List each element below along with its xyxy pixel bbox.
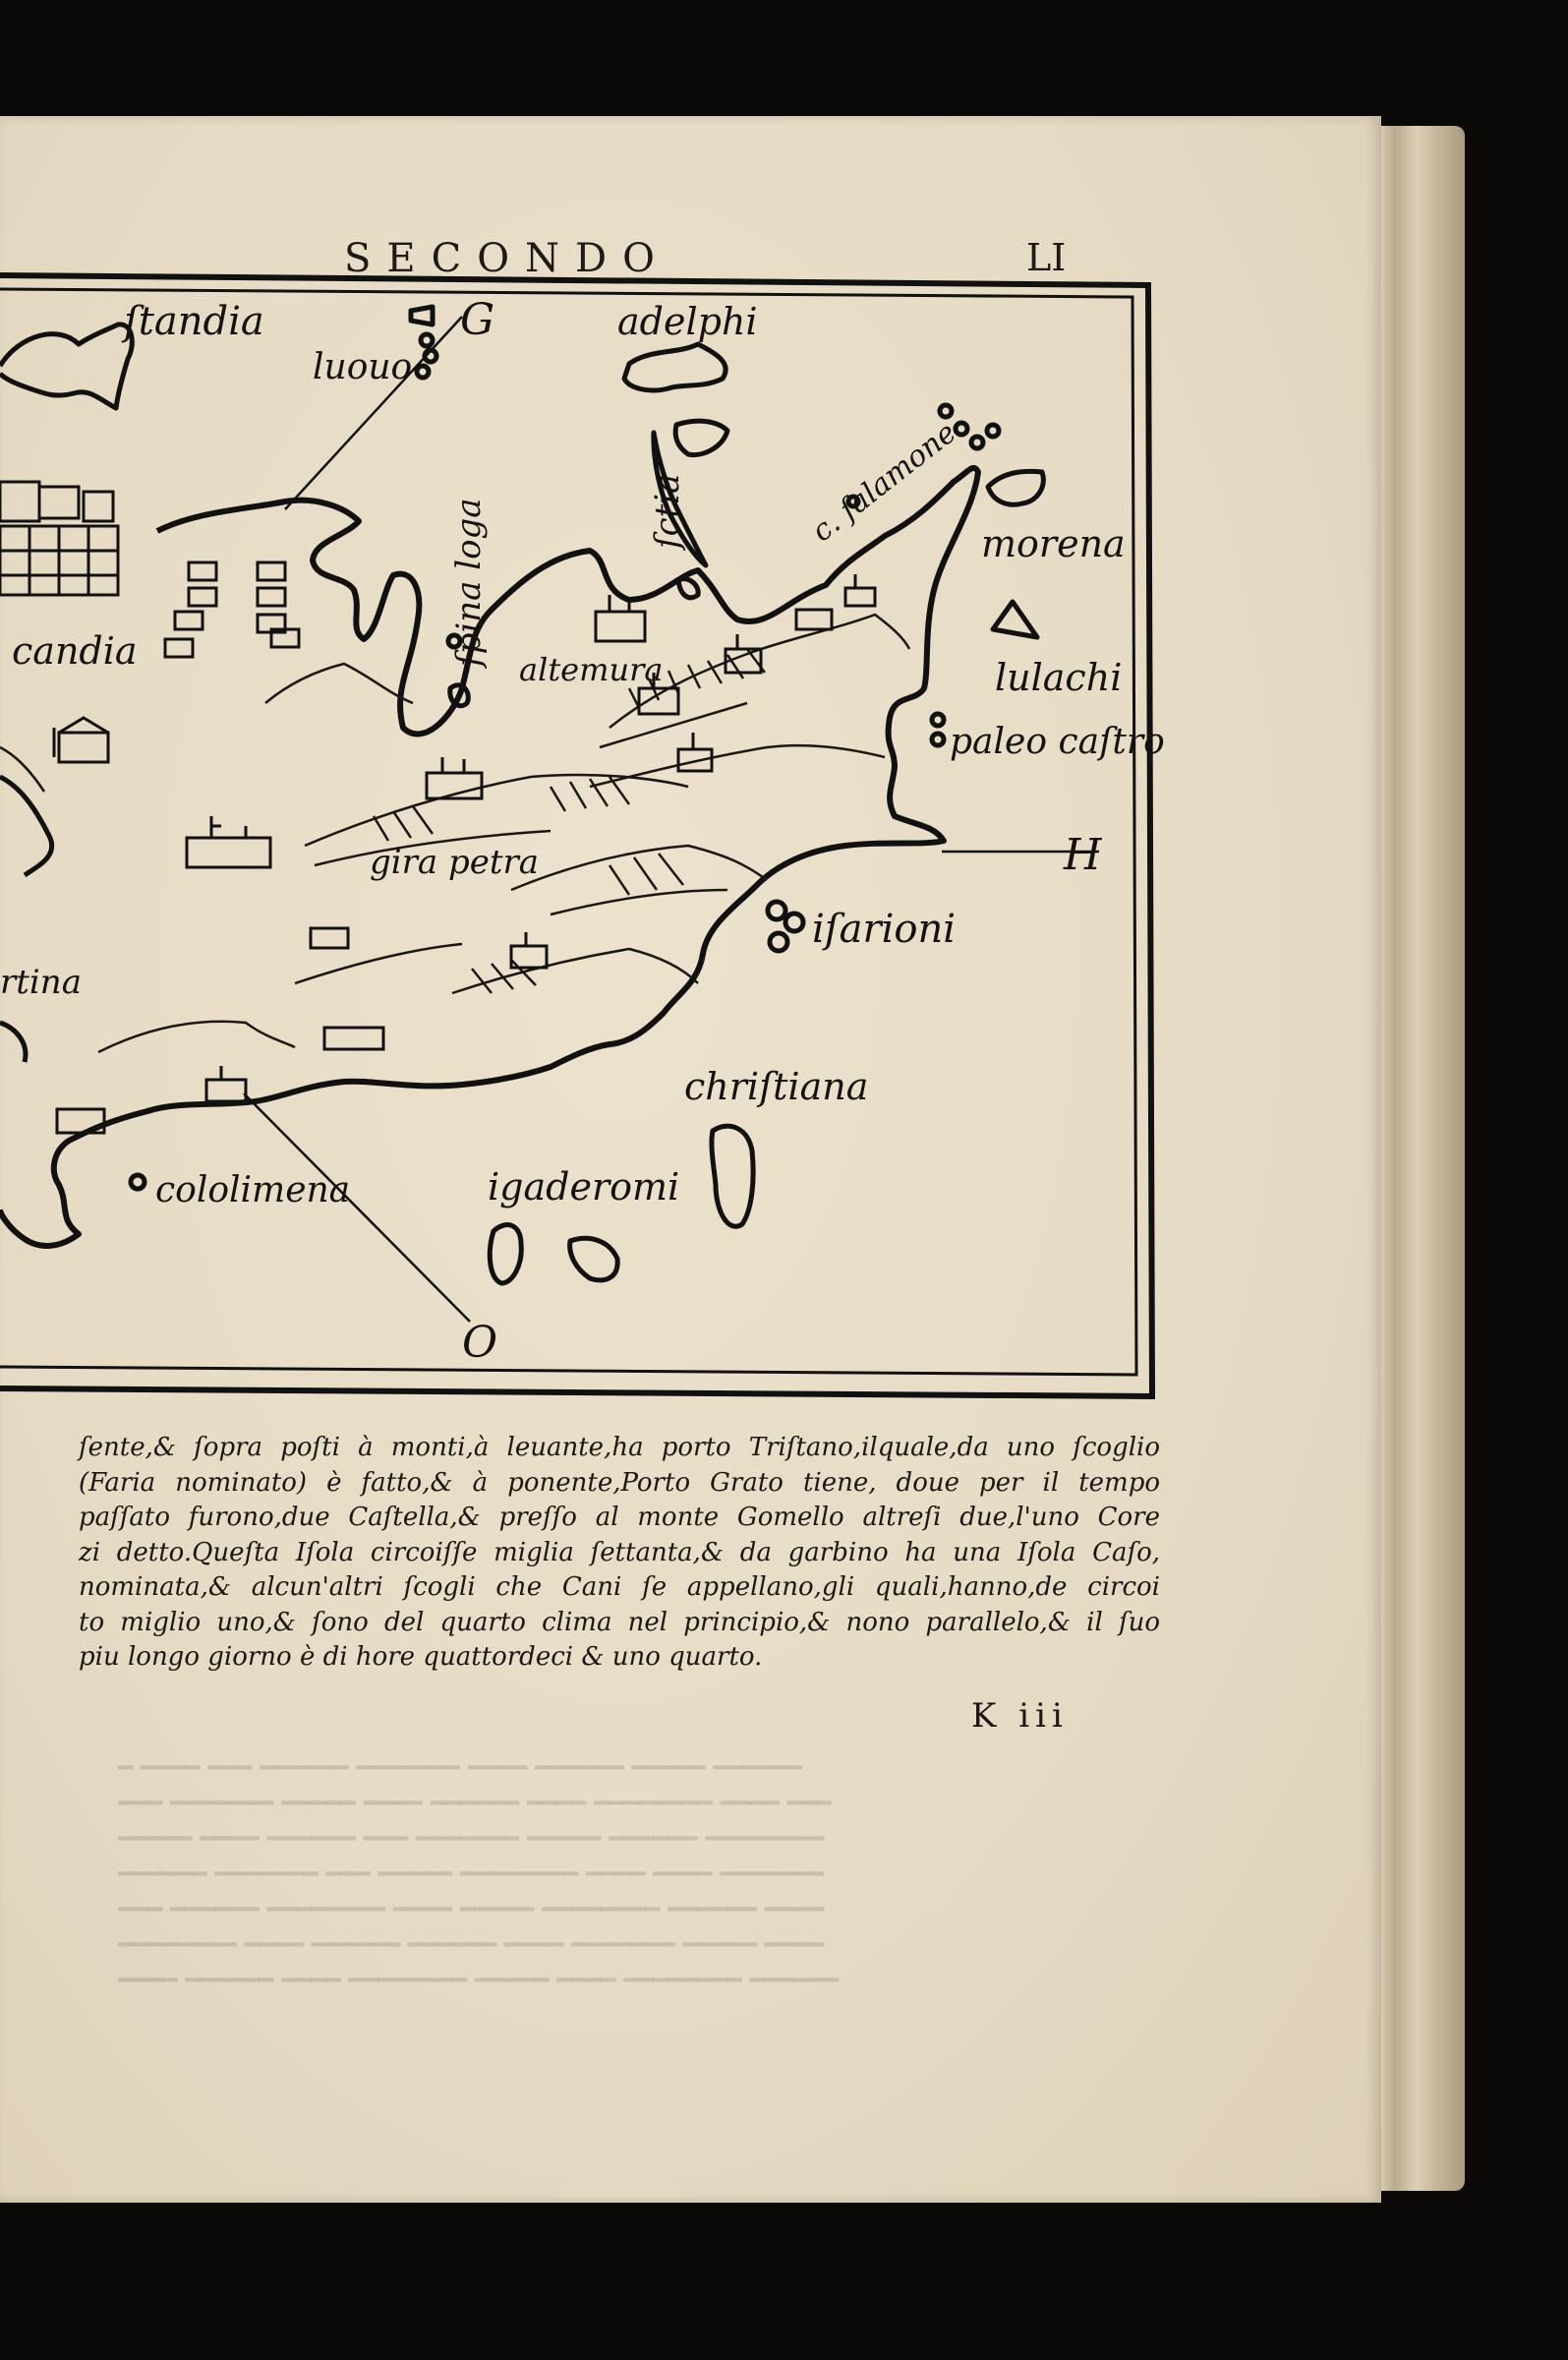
label-luouo: luouo	[313, 347, 413, 387]
island-lulachi	[993, 602, 1037, 637]
island-standia	[0, 324, 132, 408]
compass-glyph-north: G	[460, 295, 495, 345]
town-candia-church	[54, 718, 108, 762]
town-castle-b	[726, 634, 761, 673]
text-line: nominata,& alcun'altri ſcogli che Cani ſe appellano,gli quali,hanno,de circoi	[79, 1572, 1160, 1602]
text-line: zi detto.Queſta Iſola circoiſſe miglia ſettanta,& da garbino ha una Iſola Caſo,	[79, 1537, 1160, 1567]
label-candia: candia	[12, 629, 138, 673]
town-candia	[0, 482, 118, 595]
running-header: SECONDO	[344, 236, 670, 281]
town-castle-h	[324, 1028, 383, 1049]
label-spinaloga: ſpina loga	[449, 498, 489, 667]
label-adelphi: adelphi	[617, 300, 758, 343]
label-morena: morena	[981, 522, 1126, 565]
town-castle-i	[206, 1066, 246, 1101]
islands	[0, 307, 1043, 1283]
folio-number: LI	[1026, 236, 1067, 279]
town-castle-f	[311, 928, 348, 948]
show-through-text: ━ ━━━━ ━━━ ━━━━━━ ━━━━━━━ ━━━━ ━━━━━━ ━━━━━ ━━━━━━ ━━━ ━━━━━━━ ━━━━━ ━━━━ ━━━━━━ ━━━━ ━━━━━━━━ ━━━━ ━━━ ━━━━━ ━━━━ ━━━━━━ ━━━ ━━━━━━━ ━━━━━ ━━━━━━ ━━━━━━━━ ━━━━━━ ━━━━━━━ ━━━ ━━━━━ ━━━━━━━━ ━━━━ ━━━━ ━━━━━━━ ━━━ ━━━━━━ ━━━━━━━━ ━━━━ ━━━━━ ━━━━━━━━ ━━━━━━ ━━━━ ━━━━━━━━ ━━━━ ━━━━━━ ━━━━━━ ━━━━ ━━━━━━━ ━━━━━ ━━━━ ━━━━ ━━━━━━ ━━━━ ━━━━━━━━ ━━━━━ ━━━━ ━━━━━━━━ ━━━━━━	[118, 1753, 839, 1994]
town-castle-l	[796, 610, 832, 629]
text-line: to miglio uno,& ſono del quarto clima nel principio,& nono parallelo,& il ſuo	[79, 1607, 1160, 1637]
towns	[0, 482, 875, 1133]
island-igaderomi-b	[570, 1238, 618, 1279]
label-lulachi: lulachi	[995, 656, 1123, 699]
label-standia: ſtandia	[124, 299, 264, 344]
text-line: ſente,& ſopra poſti à monti,à leuante,ha porto Triſtano,ilquale,da uno ſcoglio	[79, 1433, 1160, 1462]
label-isarioni: iſarioni	[812, 907, 956, 952]
text-line: piu longo giorno è di hore quattordeci & uno quarto.	[79, 1642, 763, 1672]
label-martina: rtina	[0, 963, 82, 1002]
label-cololimena: cololimena	[155, 1170, 351, 1210]
label-igaderomi: igaderomi	[488, 1165, 680, 1209]
island-dia	[678, 579, 698, 598]
text-line: paſſato furono,due Caſtella,& preſſo al monte Gomello altreſi due,l'uno Core	[79, 1503, 1160, 1532]
island-christiana	[712, 1126, 753, 1226]
mountains	[0, 615, 909, 1052]
text-line: (Faria nominato) è fatto,& à ponente,Porto Grato tiene, doue per il tempo	[79, 1467, 1160, 1498]
body-text	[79, 1431, 1160, 1676]
map-frame	[0, 275, 1152, 1396]
town-castle-g	[511, 932, 547, 968]
compass-glyph-east: H	[1064, 830, 1102, 880]
label-girapetra: gira petra	[370, 843, 540, 882]
label-salamone: c. ſalamone	[805, 415, 963, 550]
town-castle-e	[427, 757, 482, 798]
label-sctia: ſctia	[648, 473, 687, 549]
signature-mark: K iii	[971, 1696, 1069, 1736]
town-buildings-north	[165, 562, 299, 657]
label-palecastro: paleo caſtro	[950, 722, 1165, 762]
town-girapetra-church	[187, 816, 270, 867]
label-christiana: chriſtiana	[684, 1065, 869, 1108]
island-igaderomi-a	[490, 1225, 521, 1283]
coast-fragment-west	[0, 1023, 26, 1062]
island-luouo-a	[411, 307, 433, 324]
compass-glyph-south: O	[462, 1318, 498, 1368]
label-altemura: altemura	[519, 651, 664, 688]
island-adelphi-b	[675, 421, 727, 454]
island-morena	[988, 471, 1043, 504]
town-castle-k	[845, 574, 875, 606]
island-adelphi-a	[624, 344, 726, 390]
